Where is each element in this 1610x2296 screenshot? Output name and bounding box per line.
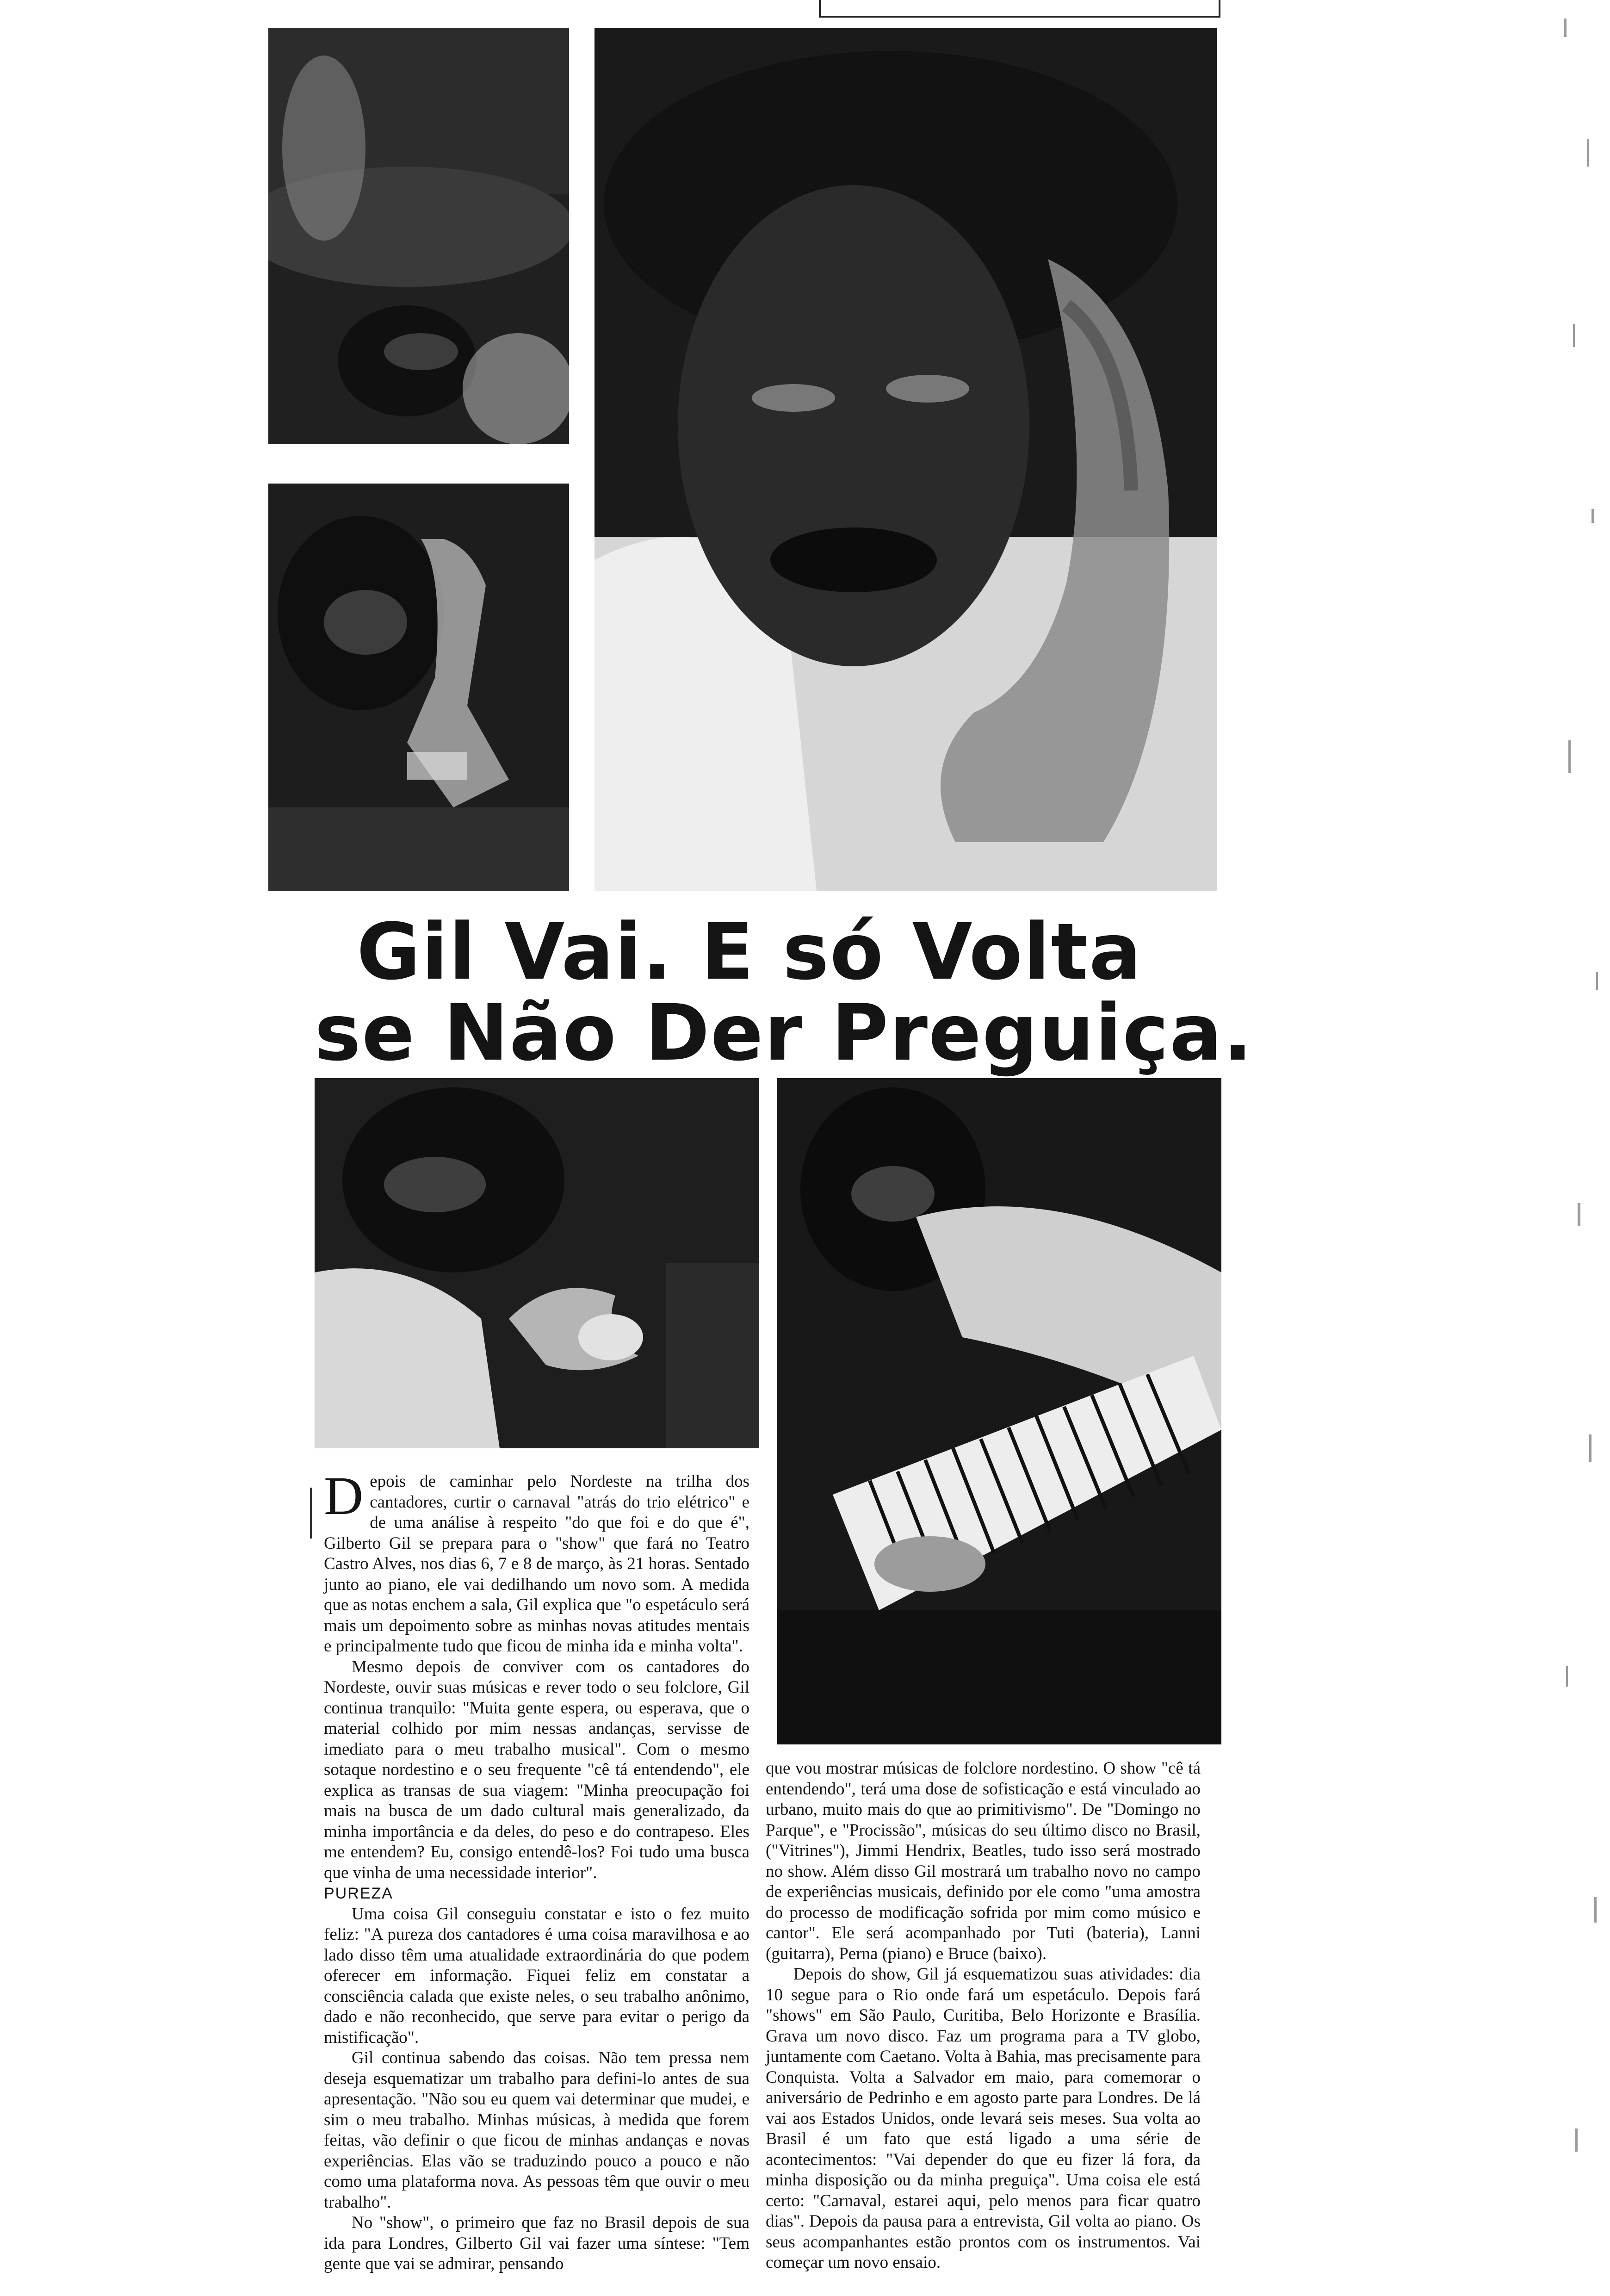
body-paragraph: Mesmo depois de conviver com os cantadores do Nordeste, ouvir suas músicas e rever todo o seu folclore, Gil continua tranquilo: "Muita gente espera, ou esperava, que o material colhido por mim nessas andanças, servisse de imediato para o meu trabalho musical". Com o mesmo sotaque nordestino e o seu frequente "cê tá entendendo", ele explica as transas de sua viagem: "Minha preocupação foi mais na busca de um dado cultural mais generalizado, da minha importância e da deles, do peso e do contrapeso. Eles me entendem? Eu, consigo entendê-los? Foi tudo uma busca que vinha de uma necessidade interior". bbox=[324, 1657, 749, 1882]
section-subhead: PUREZA bbox=[324, 1885, 393, 1902]
lead-paragraph: Depois de caminhar pelo Nordeste na trilha dos cantadores, curtir o carnaval "atrás do trio elétrico" e de uma análise à respeito "do que foi e do que é", Gilberto Gil se prepara para o "show" que fará no Teatro Castro Alves, nos dias 6, 7 e 8 de março, às 21 horas. Sentado junto ao piano, ele vai dedilhando um novo som. A medida que as notas enchem a sala, Gil explica que "o espetáculo será mais um depoimento sobre as minhas novas atitudes mentais e principalmente tudo que ficou de minha ida e minha volta". bbox=[324, 1465, 749, 1656]
headline-line-1: Gil Vai. E só Volta bbox=[356, 906, 1143, 997]
photo-gil-at-piano bbox=[777, 1078, 1221, 1744]
headline-line-2: se Não Der Preguiça. bbox=[315, 987, 1254, 1078]
photo-gil-hand-left bbox=[268, 484, 569, 891]
scan-edge-noise bbox=[1545, 0, 1610, 2296]
photo-gil-face-closeup bbox=[594, 28, 1217, 891]
article-column-2 bbox=[766, 1758, 1201, 2273]
body-paragraph: Depois do show, Gil já esquematizou suas atividades: dia 10 segue para o Rio onde fará um espetáculo. Depois fará "shows" em São Paulo, Curitiba, Belo Horizonte e Brasília. Grava um novo disco. Faz um programa para a TV globo, juntamente com Caetano. Volta à Bahia, mas precisamente para Conquista. Volta a Salvador em maio, para comemorar o aniversário de Pedrinho e em agosto parte para Londres. De lá vai aos Estados Unidos, onde levará seis meses. Sua volta ao Brasil é um fato que está ligado a uma série de acontecimentos: "Vai depender do que eu fizer lá fora, da minha disposição ou da minha preguiça". Uma coisa ele está certo: "Carnaval, estarei aqui, pelo menos para ficar quatro dias". Depois da pausa para a entrevista, Gil volta ao piano. Os seus acompanhantes estão prontos com os instrumentos. Vai começar um novo ensaio. bbox=[766, 1965, 1201, 2272]
body-paragraph: Gil continua sabendo das coisas. Não tem pressa nem deseja esquematizar um trabalho para defini-lo antes de sua apresentação. "Não sou eu quem vai determinar que mudei, e sim o meu trabalho. Minhas músicas, à medida que forem feitas, vão definir o que ficou de minhas andanças e novas experiências. Elas vão se traduzindo pouco a pouco e não como uma plataforma nova. As pessoas têm que ouvir o meu trabalho". bbox=[324, 2048, 749, 2212]
photo-gil-top-left bbox=[268, 28, 569, 444]
body-paragraph: Uma coisa Gil conseguiu constatar e isto o fez muito feliz: "A pureza dos cantadores é uma coisa maravilhosa e ao lado disso têm uma atualidade extraordinária do que podem oferecer em informação. Fiquei feliz em constatar a consciência calada que existe neles, o seu trabalho anônimo, dado e não reconhecido, que serve para evitar o perigo da mistificação". bbox=[324, 1904, 749, 2047]
margin-rule bbox=[310, 1488, 312, 1539]
dropcap: D bbox=[324, 1465, 364, 1526]
clipping-border-top bbox=[819, 0, 1220, 18]
photo-gil-gesturing bbox=[315, 1078, 759, 1448]
body-paragraph: No "show", o primeiro que faz no Brasil depois de sua ida para Londres, Gilberto Gil vai fazer uma síntese: "Tem gente que vai se admirar, pensando bbox=[324, 2213, 749, 2273]
article-column-1 bbox=[324, 1465, 749, 2275]
body-paragraph: que vou mostrar músicas de folclore nordestino. O show "cê tá entendendo", terá uma dose de sofisticação e está vinculado ao urbano, muito mais do que ao primitivismo". De "Domingo no Parque", e "Procissão", músicas do seu último disco no Brasil, ("Vitrines"), Jimmi Hendrix, Beatles, tudo isso será mostrado no show. Além disso Gil mostrará um trabalho novo no campo de experiências musicais, definido por ele como "uma amostra do processo de modificação sofrida por mim como músico e cantor". Ele será acompanhado por Tuti (bateria), Lanni (guitarra), Perna (piano) e Bruce (baixo). bbox=[766, 1759, 1201, 1963]
